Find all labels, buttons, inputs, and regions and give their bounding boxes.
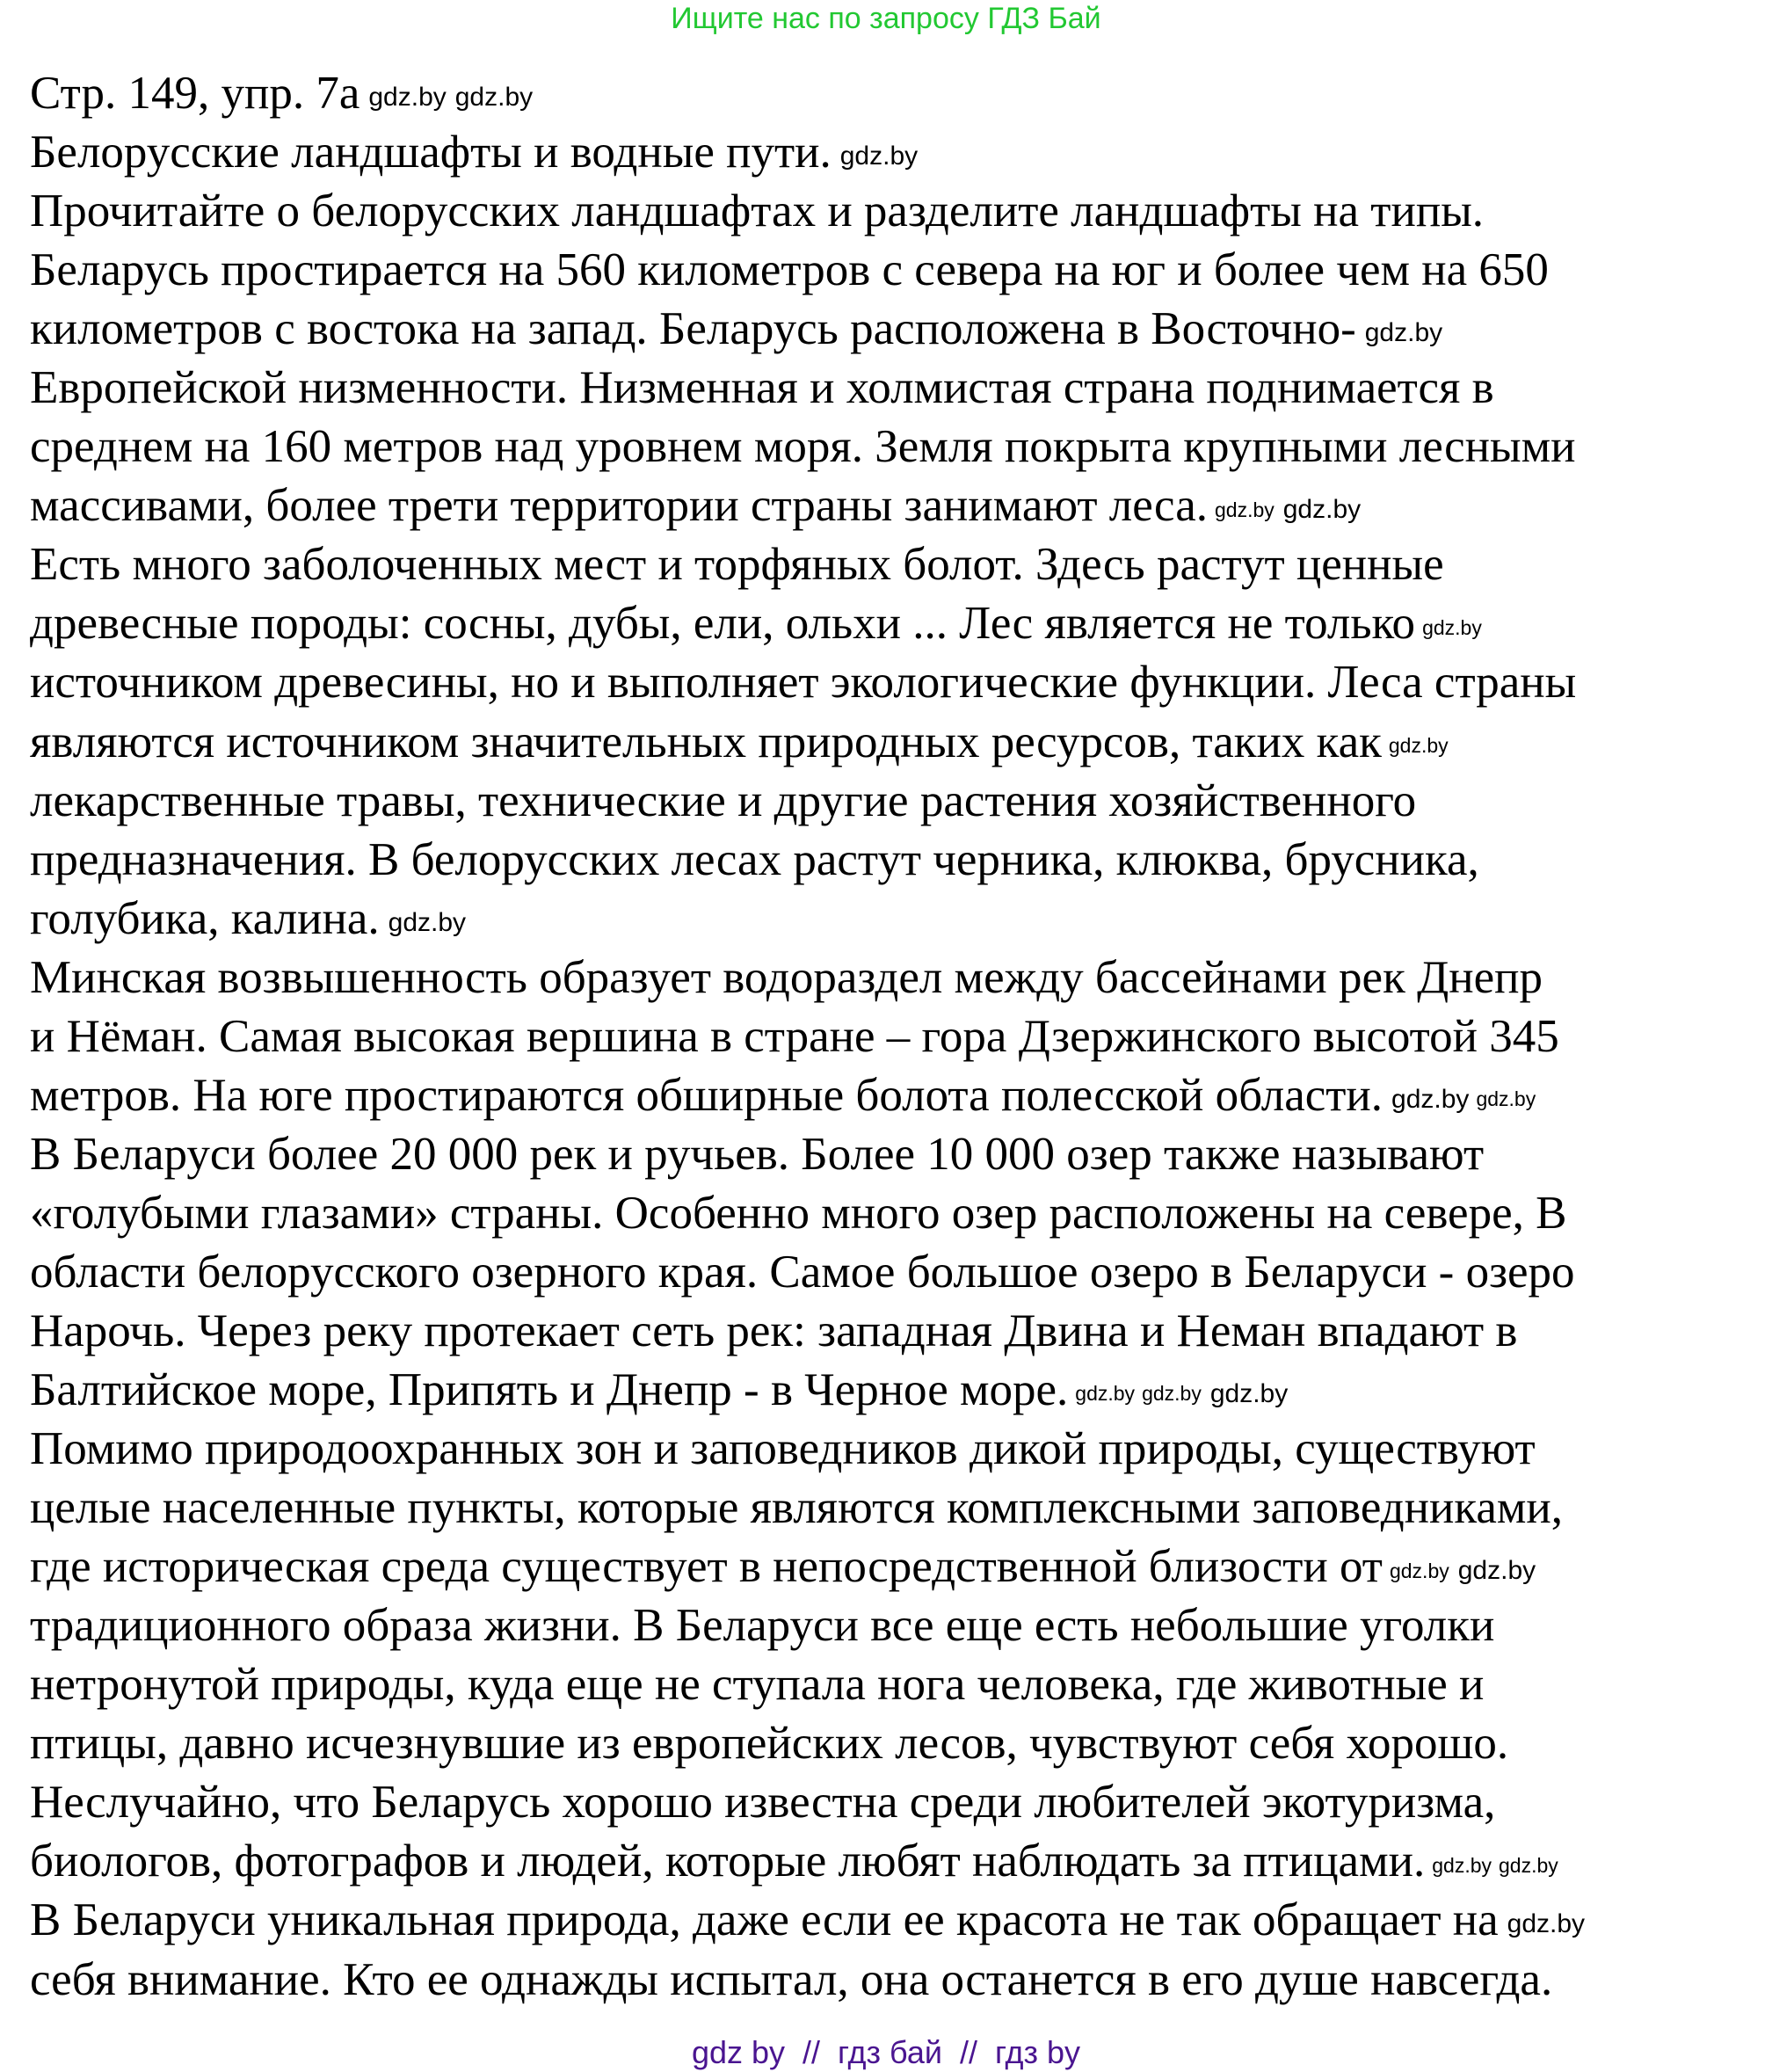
text-line	[30, 1184, 1585, 1243]
text-line	[30, 1007, 1585, 1066]
line-text: древесные породы: сосны, дубы, ели, ольхи ... Лес является не только	[30, 598, 1416, 650]
watermark: gdz.by	[1499, 1853, 1558, 1877]
line-text: целые населенные пункты, которые являются комплексными заповедниками,	[30, 1482, 1564, 1534]
watermark: gdz.by	[1457, 1556, 1536, 1586]
text-line	[30, 653, 1585, 712]
watermark: gdz.by	[839, 141, 919, 171]
watermark: gdz.by	[1209, 1378, 1289, 1408]
text-line	[30, 713, 1585, 772]
watermark: gdz.by	[1075, 1382, 1136, 1406]
text-line	[30, 418, 1585, 476]
exercise-title	[30, 64, 1585, 123]
text-line	[30, 1479, 1585, 1538]
watermark: gdz.by	[1476, 1087, 1536, 1111]
text-line	[30, 1832, 1585, 1891]
line-text: километров с востока на запад. Беларусь расположена в Восточно-	[30, 303, 1356, 355]
line-text: Стр. 149, упр. 7а	[30, 68, 360, 119]
footer-links: gdz by // гдз бай // гдз by	[691, 2034, 1081, 2070]
text-line	[30, 182, 1585, 241]
line-text: Неслучайно, что Беларусь хорошо известна среди любителей экотуризма,	[30, 1777, 1496, 1828]
watermark: gdz.by	[388, 907, 467, 937]
line-text: Прочитайте о белорусских ландшафтах и разделите ландшафты на типы.	[30, 185, 1485, 237]
line-text: Помимо природоохранных зон и заповедников дикой природы, существуют	[30, 1423, 1536, 1475]
watermark: gdz.by	[1282, 495, 1362, 525]
text-line	[30, 949, 1585, 1007]
text-line	[30, 535, 1585, 594]
watermark: gdz.by	[454, 82, 534, 112]
line-text: Минская возвышенность образует водораздел между бассейнами рек Днепр	[30, 951, 1543, 1003]
line-text: метров. На юге простираются обширные болота полесской области.	[30, 1069, 1383, 1121]
text-line	[30, 1773, 1585, 1832]
watermark: gdz.by	[1364, 318, 1443, 348]
text-line	[30, 1420, 1585, 1479]
watermark: gdz.by	[1422, 615, 1482, 639]
text-line	[30, 300, 1585, 359]
text-line	[30, 1714, 1585, 1773]
line-text: «голубыми глазами» страны. Особенно много озер расположены на севере, В	[30, 1187, 1567, 1239]
document-body	[30, 64, 1585, 2010]
line-text: себя внимание. Кто ее однажды испытал, она останется в его душе навсегда.	[30, 1953, 1553, 2005]
line-text: Беларусь простирается на 560 километров с севера на юг и более чем на 650	[30, 244, 1549, 296]
text-line	[30, 359, 1585, 418]
line-text: нетронутой природы, куда еще не ступала нога человека, где животные и	[30, 1659, 1485, 1711]
text-line	[30, 241, 1585, 300]
text-line	[30, 1361, 1585, 1420]
text-line	[30, 1066, 1585, 1125]
text-line	[30, 1243, 1585, 1302]
line-text: предназначения. В белорусских лесах растут черника, клюква, брусника,	[30, 833, 1479, 885]
line-text: где историческая среда существует в непосредственной близости от	[30, 1541, 1383, 1593]
line-text: среднем на 160 метров над уровнем моря. Земля покрыта крупными лесными	[30, 421, 1576, 473]
watermark: gdz.by	[1142, 1382, 1202, 1406]
line-text: Европейской низменности. Низменная и холмистая страна поднимается в	[30, 362, 1494, 414]
line-text: Белорусские ландшафты и водные пути.	[30, 127, 832, 178]
line-text: птицы, давно исчезнувшие из европейских лесов, чувствуют себя хорошо.	[30, 1718, 1509, 1770]
search-hint-banner: Ищите нас по запросу ГДЗ Бай	[671, 2, 1101, 35]
watermark: gdz.by	[1214, 498, 1275, 521]
text-line	[30, 1125, 1585, 1184]
text-line	[30, 594, 1585, 653]
text-line	[30, 1891, 1585, 1950]
text-line	[30, 831, 1585, 890]
line-text: массивами, более трети территории страны занимают леса.	[30, 480, 1208, 532]
line-text: и Нёман. Самая высокая вершина в стране – гора Дзержинского высотой 345	[30, 1010, 1559, 1062]
line-text: биологов, фотографов и людей, которые любят наблюдать за птицами.	[30, 1836, 1426, 1887]
text-line	[30, 1655, 1585, 1714]
text-line	[30, 772, 1585, 831]
line-text: традиционного образа жизни. В Беларуси все еще есть небольшие уголки	[30, 1600, 1495, 1652]
text-line	[30, 1538, 1585, 1596]
text-line	[30, 1302, 1585, 1361]
watermark: gdz.by	[1389, 1559, 1449, 1582]
line-text: Нарочь. Через реку протекает сеть рек: западная Двина и Неман впадают в	[30, 1305, 1518, 1356]
line-text: Есть много заболоченных мест и торфяных болот. Здесь растут ценные	[30, 539, 1444, 591]
text-heading	[30, 123, 1585, 182]
line-text: области белорусского озерного края. Самое большое озеро в Беларуси - озеро	[30, 1246, 1575, 1298]
text-line	[30, 1951, 1585, 2010]
text-line	[30, 1596, 1585, 1655]
watermark: gdz.by	[1388, 733, 1449, 757]
watermark: gdz.by	[1391, 1084, 1470, 1114]
line-text: В Беларуси уникальная природа, даже если ее красота не так обращает на	[30, 1894, 1499, 1946]
watermark: gdz.by	[1507, 1909, 1586, 1939]
line-text: лекарственные травы, технические и другие растения хозяйственного	[30, 774, 1417, 826]
line-text: являются источником значительных природных ресурсов, таких как	[30, 716, 1382, 767]
line-text: голубика, калина.	[30, 892, 380, 944]
line-text: источником древесины, но и выполняет экологические функции. Леса страны	[30, 657, 1577, 709]
line-text: Балтийское море, Припять и Днепр - в Черное море.	[30, 1364, 1069, 1416]
watermark: gdz.by	[1432, 1853, 1492, 1877]
watermark: gdz.by	[368, 82, 447, 112]
text-line	[30, 890, 1585, 949]
text-line	[30, 476, 1585, 535]
line-text: В Беларуси более 20 000 рек и ручьев. Более 10 000 озер также называют	[30, 1128, 1485, 1180]
